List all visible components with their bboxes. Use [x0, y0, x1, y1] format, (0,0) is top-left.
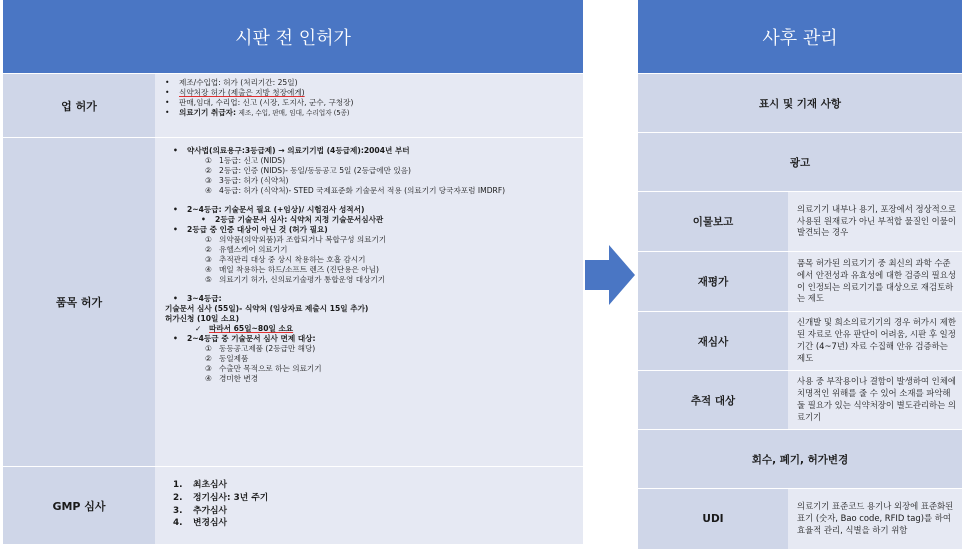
recall-label: 회수, 폐기, 허가변경: [638, 430, 962, 488]
post-market-panel: [638, 0, 962, 549]
post-market-title: 사후 관리: [638, 0, 962, 73]
labeling-label: 표시 및 기재 사항: [638, 74, 962, 132]
business-license-label: 업 허가: [3, 74, 155, 137]
reexamination-text: 신개발 및 희소의료기기의 경우 허가시 제한된 자료로 안유 판단이 어려움, 시판 후 일정기간 (4~7년) 자료 수집해 안유 검증하는 제도: [788, 312, 962, 370]
advertising-row: [638, 132, 962, 191]
tracking-label: 추적 대상: [638, 371, 788, 429]
gmp-label: GMP 심사: [3, 467, 155, 544]
reevaluation-text: 품목 허가된 의료기기 중 최신의 과학 수준에서 안전성과 유효성에 대한 검증의 필요성이 인정되는 의료기기를 대상으로 재검토하는 제도: [788, 252, 962, 311]
foreign-matter-label: 이물보고: [638, 192, 788, 251]
reevaluation-row: [638, 251, 962, 311]
udi-text: 의료기기 표준코드 용기나 외장에 표준화된 표기 (숫자, Bao code, RFID tag)를 하여 효율적 관리, 식별을 하기 위함: [788, 489, 962, 549]
udi-label: UDI: [638, 489, 788, 549]
product-license-row: [3, 137, 583, 466]
foreign-matter-text: 의료기기 내부나 용기, 포장에서 정상적으로 사용된 원재료가 아닌 부적합 물질인 이물이 발견되는 경우: [788, 192, 962, 251]
business-license-row: [3, 73, 583, 137]
gmp-item: 4. 변경심사: [173, 518, 227, 529]
grade-item: ④ 4등급: 허가 (식약처)- STED 국제표준화 기술문서 적용 (의료기기 당국자포럼 IMDRF): [205, 186, 506, 196]
non-cert-item: ⑤ 의료기기 허가, 신의료기술평가 통합운영 대상기기: [205, 275, 386, 285]
pre-market-title: 시판 전 인허가: [3, 0, 583, 73]
non-cert-item: ④ 매일 착용하는 하드/소프트 렌즈 (진단용은 아님): [205, 265, 379, 275]
exempt-item: ② 동일제품: [205, 354, 249, 364]
gmp-content: [155, 467, 583, 544]
pre-market-panel: [3, 0, 583, 544]
product-license-label: 품목 허가: [3, 138, 155, 466]
tracking-text: 사용 중 부작용이나 결함이 발생하여 인체에 치명적인 위해를 줄 수 있어 소재를 파악해 둘 필요가 있는 식약처장이 별도관리하는 의료기기: [788, 371, 962, 429]
reexamination-label: 재심사: [638, 312, 788, 370]
gmp-item: 2. 정기심사: 3년 주기: [173, 492, 269, 503]
grade-item: ② 2등급: 인증 (NIDS)- 동일/동등공고 5일 (2등급에만 있음): [205, 166, 411, 176]
right-arrow-icon: [585, 245, 635, 305]
business-license-content: • 제조/수입업: 허가 (처리기간: 25일) • 식약처장 허가 (제출은 지방 청장에게) • 판매,임대, 수리업: 신고 (시장, 도지사, 군수, 구청장) • 의료기기 취급자: 제조, 수입, 판매, 임대, 수리업자 (5종): [155, 74, 583, 137]
exempt-item: ③ 수출만 목적으로 하는 의료기기: [205, 364, 322, 374]
exempt-item: ④ 경미한 변경: [205, 374, 259, 384]
tracking-row: [638, 370, 962, 429]
non-cert-item: ① 의약품(의약외품)과 조합되거나 복합구성 의료기기: [205, 235, 387, 245]
udi-row: [638, 488, 962, 549]
grade-item: ① 1등급: 신고 (NIDS): [205, 156, 286, 166]
foreign-matter-row: [638, 191, 962, 251]
labeling-row: [638, 73, 962, 132]
product-license-content: • 약사법(의료용구:3등급제) → 의료기기법 (4등급제):2004년 부터 ① 1등급: 신고 (NIDS) ② 2등급: 인증 (NIDS)- 동일/동등공고 5일 (2등급에만 있음) ③ 3등급: 허가 (식약처) ④ 4등급: 허가 (식약처)- STED 국제표준화 기술문서 적용 (의료기기 당국자포럼 IMDRF) • 2~4등급: 기술문서 필요 (+임상)/ 시험검사 성적서) • 2등급 기술문서 심사: 식약처 지정 기술문서심사관 • 2등급 중 인증 대상이 아닌 것 (허가 필요) ① 의약품(의약외품)과 조합되거나 복합구성 의료기기 ② 유헬스케어 의료기기 ③ 추적관리 대상 중 상시 착용하는 호흡 감시기 ④ 매일 착용하는 하드/소프트 렌즈 (진단용은 아님) ⑤ 의료기기 허가, 신의료기술평가 통합운영 대상기기 • 3~4등급: 기술문서 심사 (55일)- 식약처 (임상자료 제출시 15일 추가) 허가신청 (10일 소요) ✓ 따라서 65일~80일 소요 • 2~4등급 중 기술문서 심사 면제 대상: ① 동등공고제품 (2등급만 해당) ② 동일제품 ③ 수출만 목적으로 하는 의료기기 ④ 경미한 변경: [155, 138, 583, 466]
recall-row: [638, 429, 962, 488]
gmp-item: 1. 최초심사: [173, 480, 227, 490]
gmp-row: [3, 466, 583, 544]
gmp-item: 3. 추가심사: [173, 505, 227, 516]
non-cert-item: ② 유헬스케어 의료기기: [205, 245, 288, 255]
non-cert-item: ③ 추적관리 대상 중 상시 착용하는 호흡 감시기: [205, 255, 366, 265]
reexamination-row: [638, 311, 962, 370]
grade-item: ③ 3등급: 허가 (식약처): [205, 176, 289, 186]
advertising-label: 광고: [638, 133, 962, 191]
reevaluation-label: 재평가: [638, 252, 788, 311]
exempt-item: ① 동등공고제품 (2등급만 해당): [205, 344, 316, 354]
